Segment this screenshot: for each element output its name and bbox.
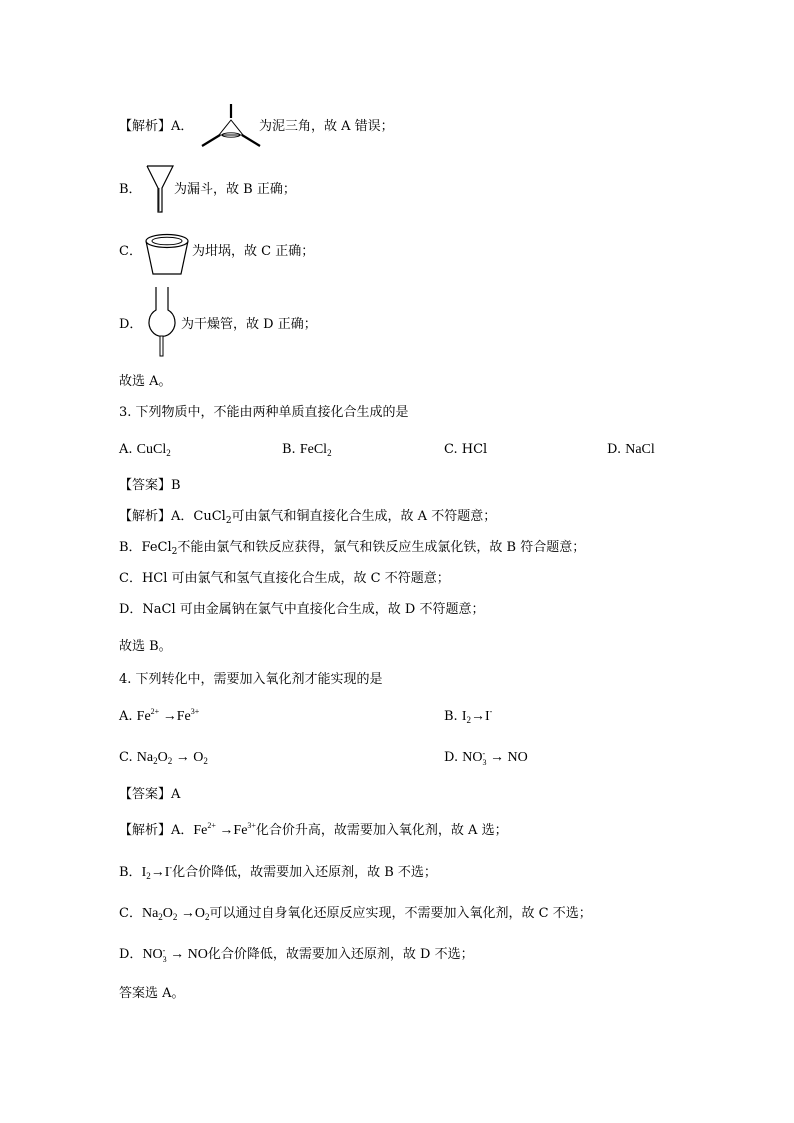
funnel-icon (146, 164, 174, 214)
q3-option-b[interactable]: B. FeCl$_2$ (282, 442, 332, 458)
q2-conclusion: 故选 A。 (119, 374, 172, 389)
q3-analysis-c: C．HCl 可由氯气和氢气直接化合生成，故 C 不符题意； (119, 571, 450, 586)
q4-analysis-c: C．$Na_2O_2 \to O_2$可以通过自身氧化还原反应实现，不需要加入氧化剂，故 C 不选； (119, 906, 592, 922)
q4-analysis-d: D．NO - 3 → NO化合价降低，故需要加入还原剂，故 D 不选； (119, 946, 474, 964)
analysis-d-text: 为干燥管，故 D 正确； (181, 317, 317, 332)
q4-analysis-a: 【解析】A．$Fe^{2+} \to Fe^{3+}$化合价升高，故需要加入氧化剂，故 A 选； (119, 821, 508, 838)
q3-stem: 3. 下列物质中，不能由两种单质直接化合生成的是 (119, 405, 409, 420)
q4-answer: 【答案】A (119, 787, 181, 802)
q3-conclusion: 故选 B。 (119, 639, 172, 654)
analysis-a-text: 为泥三角，故 A 错误； (259, 119, 394, 134)
q3-option-c[interactable]: C. HCl (444, 442, 488, 457)
q4-conclusion: 答案选 A。 (119, 986, 185, 1001)
analysis-b-prefix: B． (119, 182, 142, 197)
q3-answer: 【答案】B (119, 478, 181, 493)
q3-option-a[interactable]: A. CuCl$_2$ (119, 442, 171, 458)
q4-option-d[interactable]: D. NO - 3 → NO (444, 749, 528, 767)
q4-stem: 4. 下列转化中，需要加入氧化剂才能实现的是 (119, 672, 383, 687)
analysis-c-prefix: C． (119, 244, 142, 259)
q4-option-a[interactable]: A. $Fe^{2+} \to Fe^{3+}$ (119, 707, 200, 724)
analysis-c-text: 为坩埚，故 C 正确； (192, 244, 315, 259)
q4-option-b[interactable]: B. $I_2\to I^-$ (444, 707, 493, 725)
q3-analysis-d: D．NaCl 可由金属钠在氯气中直接化合生成，故 D 不符题意； (119, 602, 485, 617)
analysis-a-line: 【解析】A． (119, 119, 194, 134)
drying-tube-icon (145, 286, 179, 358)
analysis-b-text: 为漏斗，故 B 正确； (174, 182, 296, 197)
q4-option-c[interactable]: C. $Na_2O_2 \to O_2$ (119, 750, 208, 766)
crucible-icon (143, 232, 191, 276)
q4-analysis-b: B．$I_2\to I^-$化合价降低，故需要加入还原剂，故 B 不选； (119, 863, 437, 881)
clay-triangle-icon (200, 104, 262, 150)
analysis-d-prefix: D． (119, 317, 143, 332)
q3-option-d[interactable]: D. NaCl (607, 442, 655, 457)
q3-analysis-b: B．FeCl$_2$不能由氯气和铁反应获得，氯气和铁反应生成氯化铁，故 B 符合题意； (119, 540, 586, 557)
q3-analysis-a: 【解析】A．CuCl$_2$可由氯气和铜直接化合生成，故 A 不符题意； (119, 509, 497, 526)
